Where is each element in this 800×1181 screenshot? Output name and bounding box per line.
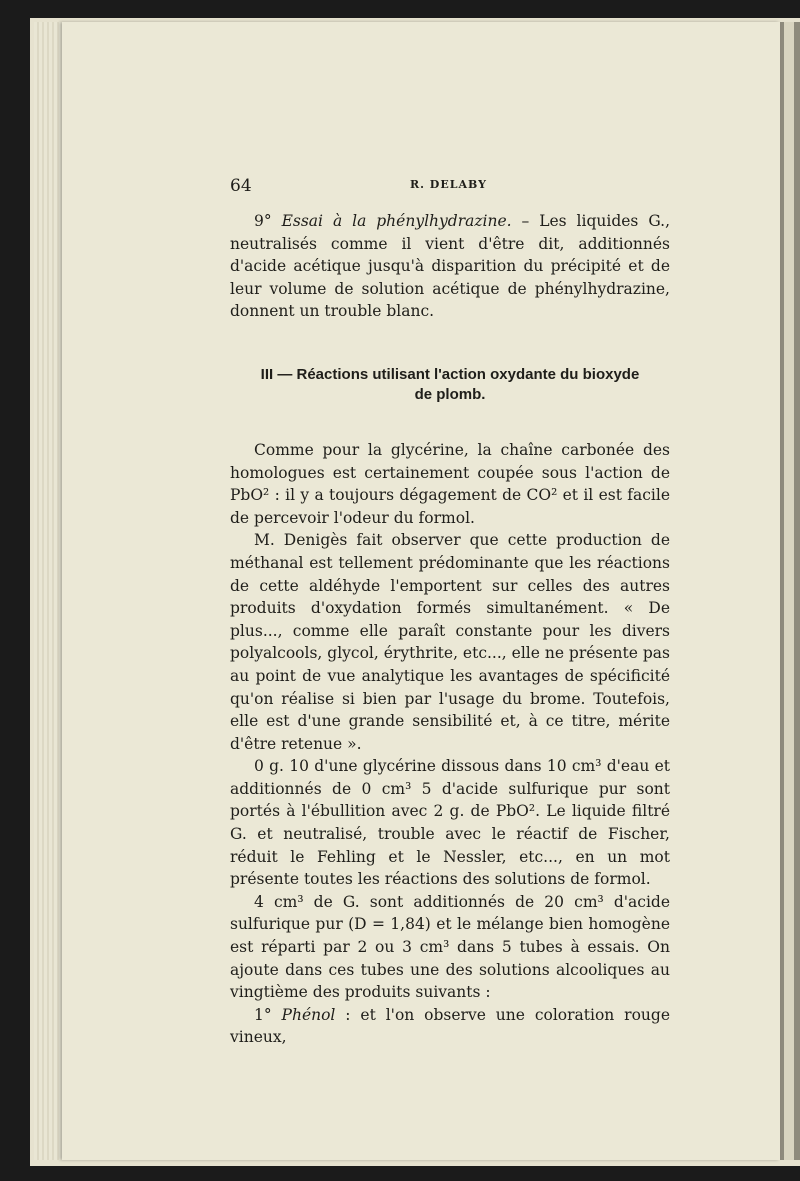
item-title: Phénol bbox=[281, 1005, 336, 1024]
paragraph-9-text: – Les liquides G., neutralisés comme il vient d'être dit, additionnés d'acide acétique jusqu'à disparition du précipité et de leur volume de solution acétique de phénylhydrazine, donnent un trouble blanc. bbox=[230, 212, 671, 321]
item-number: 1° bbox=[254, 1005, 272, 1024]
item-phenol bbox=[230, 1004, 670, 1049]
section-heading-line2: de plomb. bbox=[414, 385, 486, 403]
paragraph-9-number: 9° bbox=[254, 212, 272, 230]
body-paragraph: 0 g. 10 d'une glycérine dissous dans 10 cm³ d'eau et additionnés de 0 cm³ 5 d'acide sulfurique pur sont portés à l'ébullition avec 2 g. de PbO². Le liquide filtré G. et neutralisé, trouble avec le réactif de Fischer, réduit le Fehling et le Nessler, etc..., en un mot présente toutes les réactions des solutions de formol. bbox=[230, 757, 670, 889]
section-heading bbox=[230, 365, 670, 405]
right-page-edge bbox=[780, 22, 800, 1160]
body-paragraph: Comme pour la glycérine, la chaîne carbonée des homologues est certainement coupée sous l'action de PbO² : il y a toujours dégagement de CO² et il est facile de percevoir l'odeur du formol. bbox=[230, 440, 670, 527]
body-paragraph: 4 cm³ de G. sont additionnés de 20 cm³ d'acide sulfurique pur (D = 1,84) et le mélange bien homogène est réparti par 2 ou 3 cm³ dans 5 tubes à essais. On ajoute dans ces tubes une des solutions alcooliques au vingtième des produits suivants : bbox=[230, 892, 670, 1002]
body-paragraph: M. Denigès fait observer que cette production de méthanal est tellement prédominante que les réactions de cette aldéhyde l'emportent sur celles des autres produits d'oxydation formés simultanément. « De plus..., comme elle paraît constante pour les divers polyalcools, glycol, érythrite, etc..., elle ne présente pas au point de vue analytique les avantages de spécificité qu'on réalise si bien par l'usage du brome. Toutefois, elle est d'une grande sensibilité et, à ce titre, mérite d'être retenue ». bbox=[230, 531, 670, 753]
paragraph-9-title: Essai à la phénylhydrazine. bbox=[281, 212, 512, 230]
page-header bbox=[230, 176, 670, 200]
page-content bbox=[230, 176, 670, 1049]
item-text: : et l'on observe une coloration rouge vineux, bbox=[230, 1005, 670, 1047]
section-heading-line1: III — Réactions utilisant l'action oxydante du bioxyde bbox=[260, 365, 640, 383]
paragraph-9 bbox=[230, 210, 670, 323]
running-head: R. DELABY bbox=[410, 178, 487, 191]
page-number: 64 bbox=[230, 176, 252, 196]
